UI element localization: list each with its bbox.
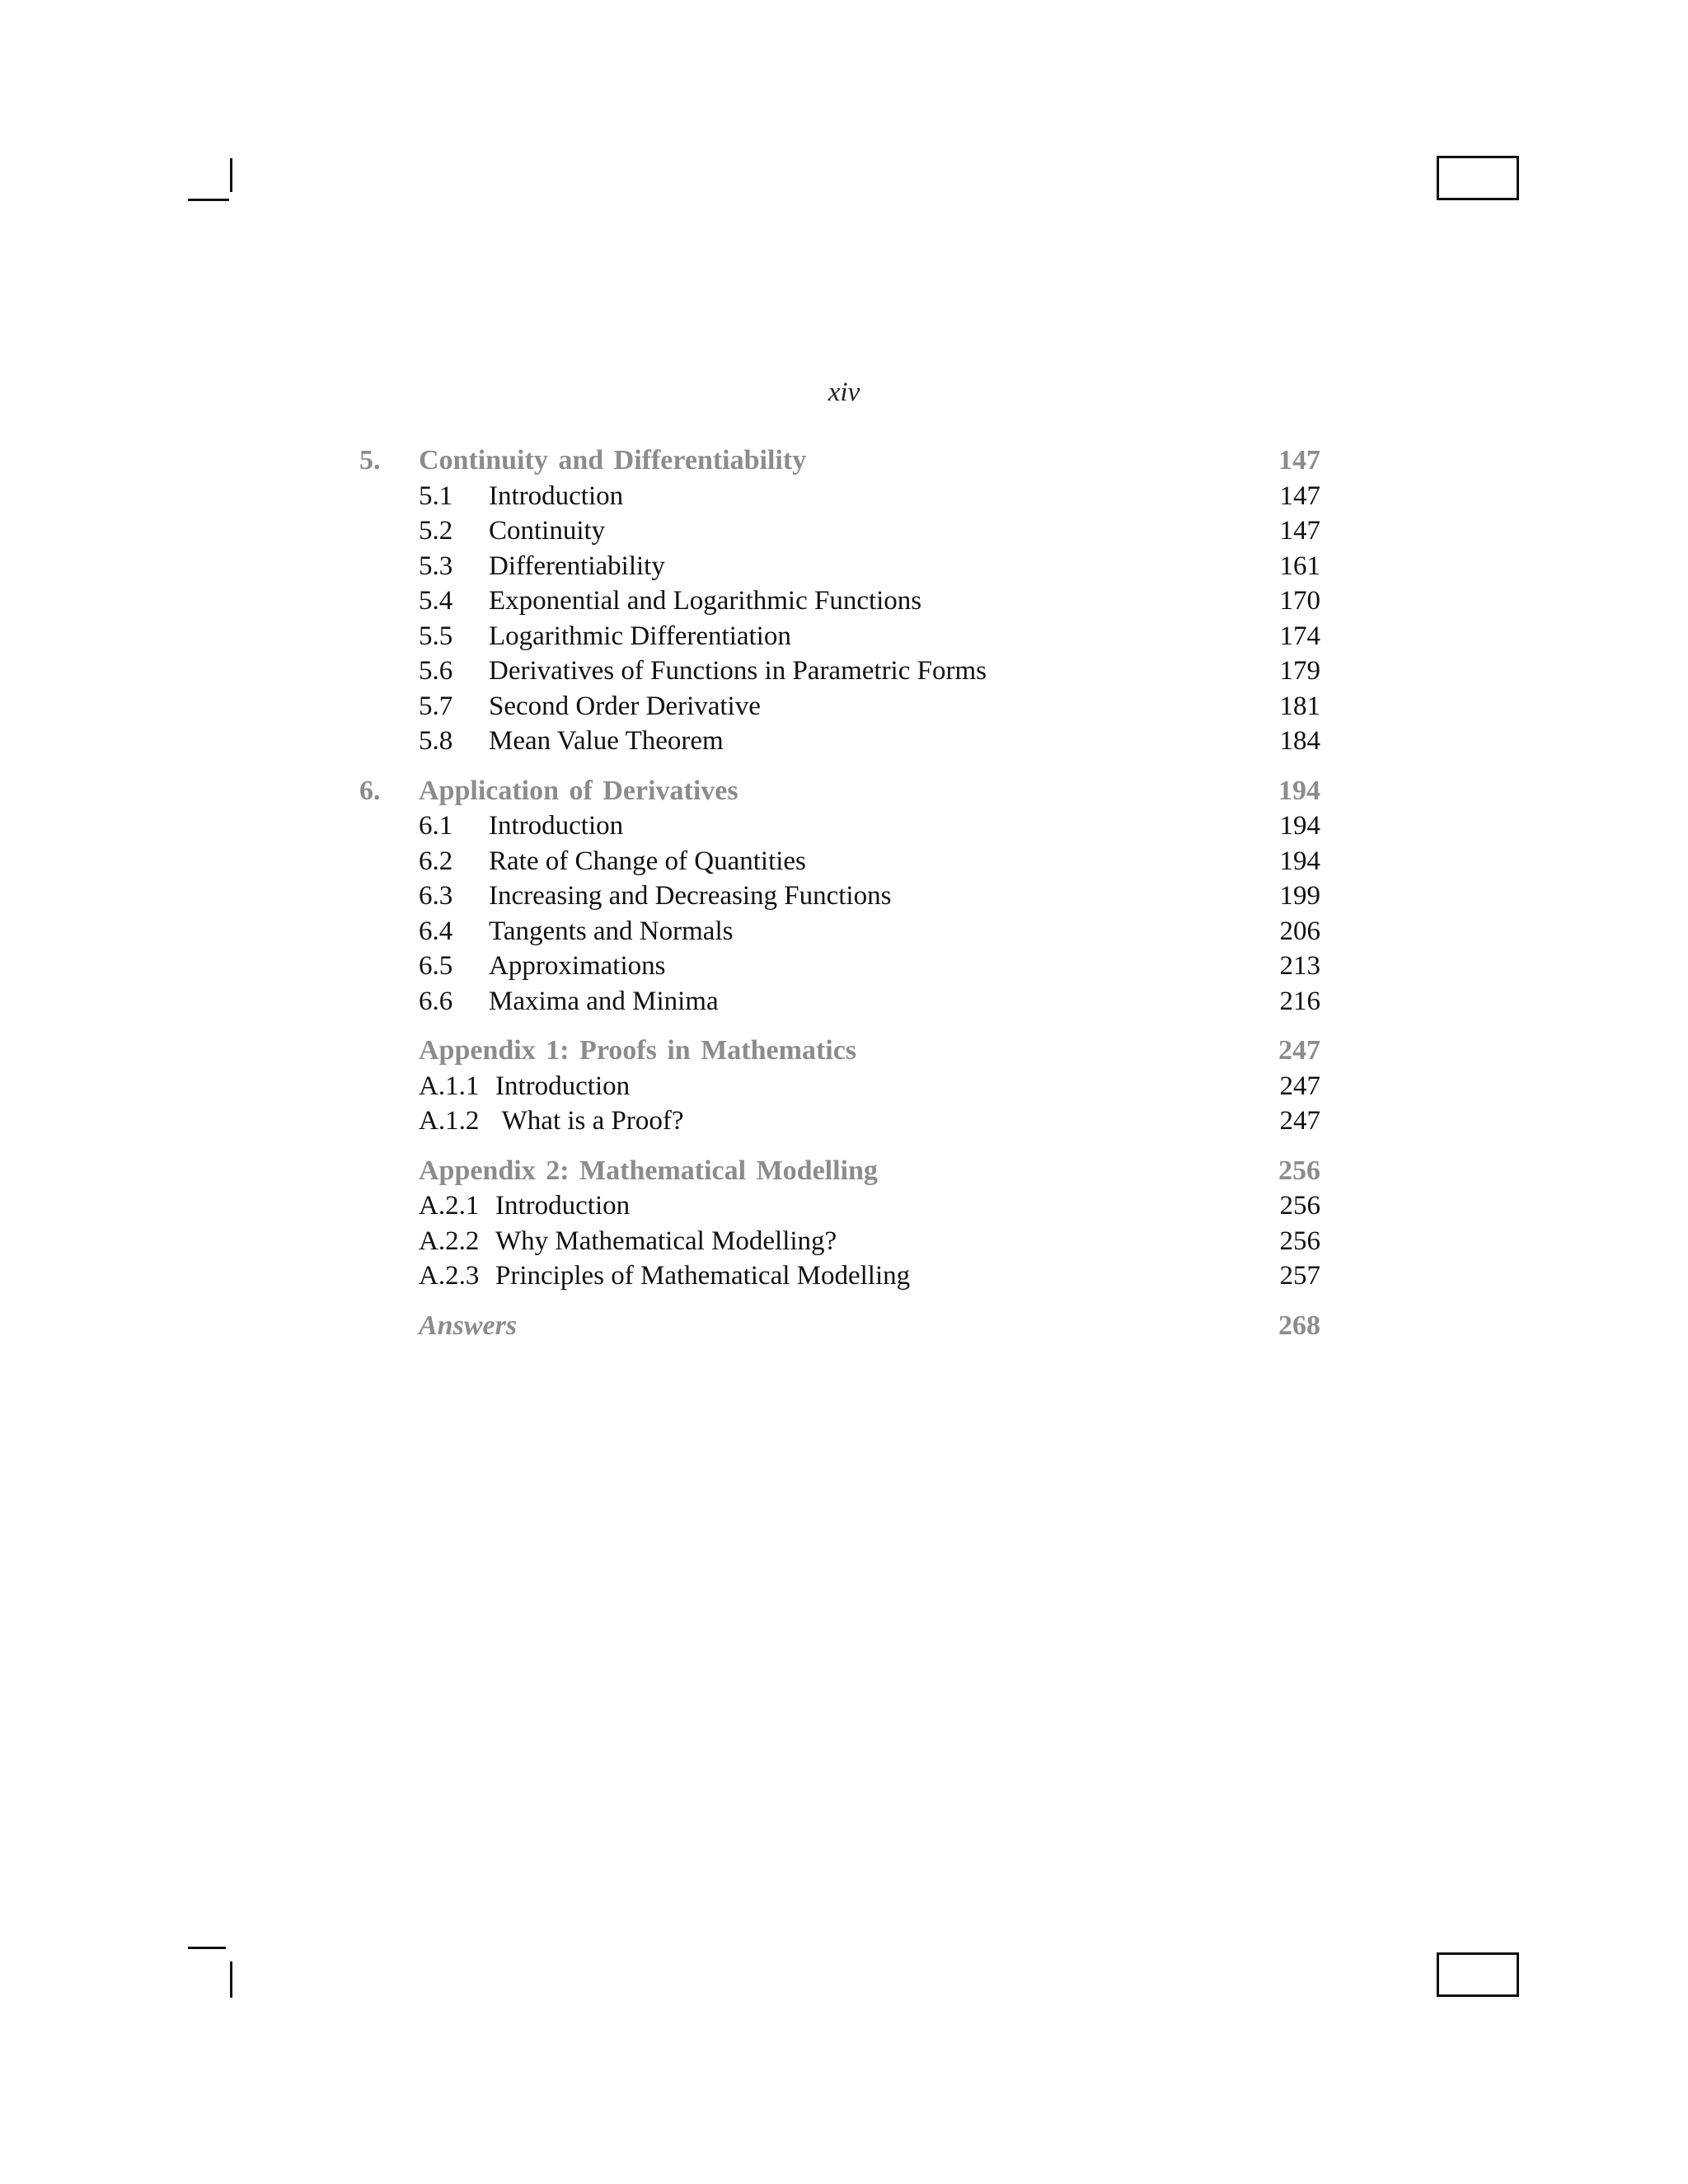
table-of-contents [359, 443, 1320, 1343]
section-page: 206 [1279, 916, 1320, 946]
section-number: A.1.2 [419, 1106, 480, 1136]
section-title: What is a Proof? [495, 1106, 684, 1136]
toc-entry[interactable] [359, 619, 1320, 654]
chapter-page: 147 [1278, 445, 1320, 476]
section-title: Continuity [489, 516, 606, 546]
chapter-title: Application of Derivatives [419, 775, 738, 806]
section-title: Introduction [489, 811, 624, 841]
section-page: 247 [1279, 1106, 1320, 1136]
appendix-heading[interactable] [359, 1154, 1320, 1189]
crop-box-bottom-right [1437, 1952, 1519, 1997]
crop-mark-top-left-vertical [230, 158, 232, 192]
toc-entry[interactable] [359, 1224, 1320, 1259]
toc-entry[interactable] [359, 654, 1320, 689]
crop-mark-bottom-left-vertical [230, 1961, 232, 1998]
toc-entry[interactable] [359, 844, 1320, 879]
chapter-heading[interactable] [359, 443, 1320, 479]
section-number: 5.1 [419, 480, 453, 511]
chapter-number: 5. [359, 445, 381, 476]
section-number: 5.4 [419, 586, 453, 616]
section-page: 170 [1279, 586, 1320, 616]
section-page: 199 [1279, 881, 1320, 911]
section-page: 147 [1279, 480, 1320, 511]
appendix-heading[interactable] [359, 1033, 1320, 1069]
section-number: 5.2 [419, 516, 453, 546]
section-title: Introduction [495, 1191, 631, 1221]
section-number: A.2.1 [419, 1191, 480, 1221]
section-page: 194 [1279, 846, 1320, 876]
chapter-number: 6. [359, 775, 381, 806]
section-title: Tangents and Normals [489, 916, 734, 946]
toc-entry[interactable] [359, 1258, 1320, 1294]
section-title: Maxima and Minima [489, 986, 719, 1016]
answers-heading[interactable] [359, 1309, 1320, 1344]
section-page: 257 [1279, 1261, 1320, 1291]
section-number: 6.4 [419, 916, 453, 946]
toc-entry[interactable] [359, 1188, 1320, 1224]
section-page: 194 [1279, 811, 1320, 841]
section-title: Differentiability [489, 551, 665, 581]
section-page: 256 [1279, 1226, 1320, 1256]
toc-entry[interactable] [359, 549, 1320, 584]
crop-mark-bottom-left-horizontal [188, 1947, 226, 1949]
section-number: A.1.1 [419, 1071, 480, 1101]
section-page: 213 [1279, 951, 1320, 981]
answers-page: 268 [1278, 1310, 1320, 1341]
section-page: 216 [1279, 986, 1320, 1016]
section-number: 5.7 [419, 691, 453, 721]
section-title: Second Order Derivative [489, 691, 761, 721]
spacer [359, 1139, 1320, 1154]
crop-box-top-right [1437, 156, 1519, 200]
section-title: Increasing and Decreasing Functions [489, 881, 892, 911]
section-page: 181 [1279, 691, 1320, 721]
toc-entry[interactable] [359, 689, 1320, 724]
section-title: Derivatives of Functions in Parametric Forms [489, 656, 987, 686]
answers-title: Answers [419, 1310, 518, 1341]
chapter-title: Continuity and Differentiability [419, 445, 807, 476]
section-number: 6.5 [419, 951, 453, 981]
crop-mark-top-left-horizontal [188, 199, 229, 201]
section-title: Logarithmic Differentiation [489, 621, 791, 651]
appendix-title: Appendix 2: Mathematical Modelling [419, 1155, 878, 1186]
chapter-heading[interactable] [359, 774, 1320, 809]
section-number: 6.3 [419, 881, 453, 911]
page-folio: xiv [828, 377, 860, 407]
section-number: 5.8 [419, 726, 453, 756]
appendix-title: Appendix 1: Proofs in Mathematics [419, 1035, 857, 1066]
section-title: Principles of Mathematical Modelling [495, 1261, 911, 1291]
section-page: 256 [1279, 1191, 1320, 1221]
section-page: 179 [1279, 656, 1320, 686]
toc-entry[interactable] [359, 724, 1320, 759]
toc-entry[interactable] [359, 949, 1320, 984]
spacer [359, 759, 1320, 774]
section-title: Rate of Change of Quantities [489, 846, 806, 876]
section-title: Mean Value Theorem [489, 726, 724, 756]
section-page: 174 [1279, 621, 1320, 651]
section-number: A.2.3 [419, 1261, 480, 1291]
spacer [359, 1294, 1320, 1309]
toc-entry[interactable] [359, 479, 1320, 514]
section-number: 5.6 [419, 656, 453, 686]
toc-entry[interactable] [359, 914, 1320, 949]
section-number: 6.6 [419, 986, 453, 1016]
appendix-page: 247 [1278, 1035, 1320, 1066]
section-number: A.2.2 [419, 1226, 480, 1256]
section-number: 5.3 [419, 551, 453, 581]
section-page: 147 [1279, 516, 1320, 546]
toc-entry[interactable] [359, 984, 1320, 1019]
toc-entry[interactable] [359, 879, 1320, 914]
chapter-page: 194 [1278, 775, 1320, 806]
toc-entry[interactable] [359, 1104, 1320, 1139]
section-title: Why Mathematical Modelling? [495, 1226, 837, 1256]
section-number: 6.1 [419, 811, 453, 841]
section-page: 161 [1279, 551, 1320, 581]
toc-entry[interactable] [359, 513, 1320, 549]
section-page: 184 [1279, 726, 1320, 756]
section-number: 5.5 [419, 621, 453, 651]
toc-entry[interactable] [359, 808, 1320, 844]
appendix-page: 256 [1278, 1155, 1320, 1186]
section-title: Exponential and Logarithmic Functions [489, 586, 922, 616]
section-title: Approximations [489, 951, 666, 981]
section-number: 6.2 [419, 846, 453, 876]
section-title: Introduction [495, 1071, 631, 1101]
toc-entry[interactable] [359, 1069, 1320, 1104]
section-title: Introduction [489, 480, 624, 511]
toc-entry[interactable] [359, 583, 1320, 619]
spacer [359, 1019, 1320, 1033]
section-page: 247 [1279, 1071, 1320, 1101]
